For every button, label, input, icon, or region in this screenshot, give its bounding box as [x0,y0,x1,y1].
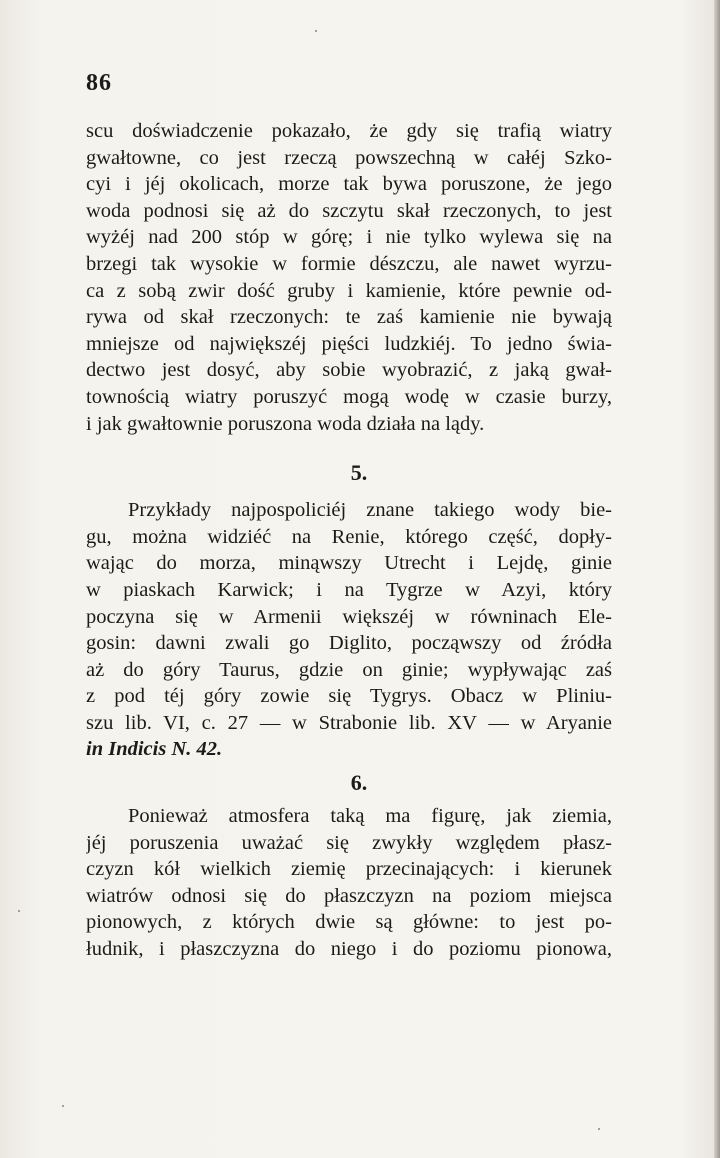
text-line: scu doświadczenie pokazało, że gdy się trafią wiatry [86,120,612,142]
section-number: 6. [350,770,368,796]
scan-speck [598,1128,600,1130]
text-line: wiatrów odnosi się do płaszczyzn na poziom miejsca [86,884,612,907]
scan-speck [62,1105,64,1107]
text-line: gosin: dawni zwali go Diglito, począwszy od źródła [86,632,612,655]
page-text [86,118,612,963]
section-number: 5. [350,460,368,486]
text-line: brzegi tak wysokie w formie dészczu, ale nawet wyrzu- [86,252,612,275]
text-line: w piaskach Karwick; i na Tygrze w Azyi, który [86,578,612,601]
text-line: wając do morza, minąwszy Utrecht i Lejdę, ginie [86,552,612,575]
text-line: gwałtowne, co jest rzeczą powszechną w całéj Szko- [86,146,612,169]
text-line: Ponieważ atmosfera taką ma figurę, jak ziemia, [128,805,612,828]
text-line: wyżéj nad 200 stóp w górę; i nie tylko wylewa się na [86,226,612,249]
page-number: 86 [86,70,112,96]
paragraph-1 [86,118,612,437]
text-line: z pod téj góry zowie się Tygrys. Obacz w Pliniu- [86,685,612,708]
text-line: czyzn kół wielkich ziemię przecinających: i kierunek [86,858,612,881]
text-line: Przykłady najpospoliciéj znane takiego wody bie- [128,499,612,522]
text-line: woda podnosi się aż do szczytu skał rzeczonych, to jest [86,199,612,222]
text-line: jéj poruszenia uważać się zwykły względem płasz- [86,831,612,854]
text-line: łudnik, i płaszczyzna do niego i do poziomu pionowa, [86,938,612,961]
scan-speck [18,910,20,912]
text-line: aż do góry Taurus, gdzie on ginie; wypływając zaś [86,658,612,681]
text-line: i jak gwałtownie poruszona woda działa na lądy. [86,412,485,435]
text-line: pionowych, z których dwie są główne: to jest po- [86,911,612,934]
text-line: townością wiatry poruszyć mogą wodę w czasie burzy, [86,385,612,408]
text-line: rywa od skał rzeczonych: te zaś kamienie nie bywają [86,306,612,329]
text-line: in Indicis N. 42. [86,738,223,761]
text-line: mniejsze od największéj pięści ludzkiéj. To jedno świa- [86,332,612,355]
scan-speck [315,30,317,32]
paragraph-3 [86,803,612,963]
text-line: szu lib. VI, c. 27 — w Strabonie lib. XV — w Aryanie [86,711,612,734]
text-line: gu, można widziéć na Renie, którego część, dopły- [86,525,612,548]
text-line: cyi i jéj okolicach, morze tak bywa poruszone, że jego [86,173,612,196]
text-line: poczyna się w Armenii większéj w równinach Ele- [86,605,612,628]
text-line: ca z sobą zwir dość gruby i kamienie, które pewnie od- [86,279,612,302]
page-edge-shadow [714,0,720,1158]
text-line: dectwo jest dosyć, aby sobie wyobrazić, z jaką gwał- [86,359,612,382]
paragraph-2 [86,497,612,763]
